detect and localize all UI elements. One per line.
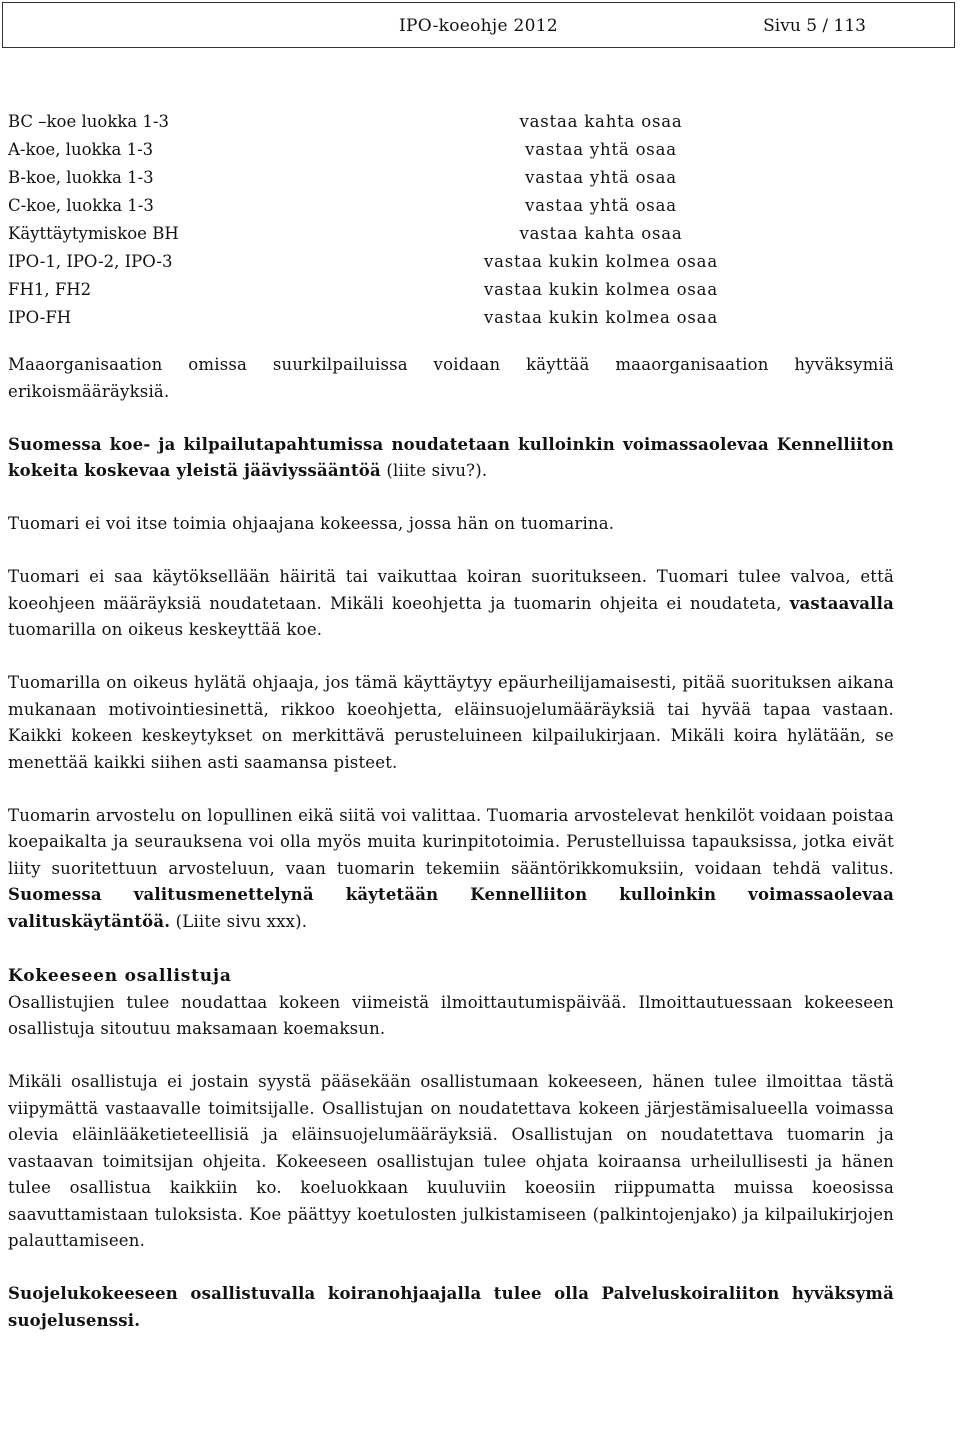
paragraph-appeals xyxy=(8,803,894,936)
class-list xyxy=(8,108,948,332)
class-row xyxy=(8,220,948,248)
page-header xyxy=(2,2,955,48)
bold-text: vastaavalla xyxy=(789,593,894,613)
page-label: Sivu 5 / 113 xyxy=(763,16,866,36)
bold-text: Suomessa koe- ja kilpailutapahtumissa noudatetaan kulloinkin voimassaolevaa Kennelliiton kokeita koskevaa yleistä jääviyssääntöä xyxy=(8,434,894,480)
class-name: BC –koe luokka 1-3 xyxy=(8,112,169,131)
class-row xyxy=(8,304,948,332)
class-count: vastaa kahta osaa xyxy=(519,224,683,243)
paragraph-registration: Osallistujien tulee noudattaa kokeen viimeistä ilmoittautumispäivää. Ilmoittautuessaan kokeeseen osallistuja sitoutuu maksamaan koemaksun. xyxy=(8,992,894,1038)
paragraph-judge-handler: Tuomari ei voi itse toimia ohjaajana kokeessa, jossa hän on tuomarina. xyxy=(8,514,615,533)
class-row xyxy=(8,108,948,136)
class-name: Käyttäytymiskoe BH xyxy=(8,224,179,243)
class-count: vastaa yhtä osaa xyxy=(525,168,677,187)
class-row xyxy=(8,276,948,304)
class-name: IPO-1, IPO-2, IPO-3 xyxy=(8,252,173,271)
paragraph-text: Tuomarin arvostelu on lopullinen eikä siitä voi valittaa. Tuomaria arvostelevat henkilöt voidaan poistaa koepaikalta ja seurauksena voi olla myös muita kurinpitotoimia. Perustelluissa tapauksissa, jotka eivät liity suoritettuun arvosteluun, vaan tuomarin tekemiin sääntörikkomuksiin, voidaan tehdä valitus. xyxy=(8,805,894,878)
document-title: IPO-koeohje 2012 xyxy=(398,16,559,36)
paragraph-text: Tuomari ei saa käytöksellään häiritä tai vaikuttaa koiran suoritukseen. Tuomari tulee valvoa, että koeohjeen määräyksiä noudatetaan. Mikäli koeohjetta ja tuomarin ohjeita ei noudateta, xyxy=(8,567,894,613)
paragraph-disqualification-rule xyxy=(8,432,894,485)
paragraph-judge-disqualify: Tuomarilla on oikeus hylätä ohjaaja, jos tämä käyttäytyy epäurheilijamaisesti, pitää suorituksen aikana mukanaan motivointiesinettä, rikkoo koeohjetta, eläinsuojelumääräyksiä tai hyvää tapaa vastaan. Kaikki kokeen keskeytykset on merkittävä perusteluineen kilpailukirjaan. Mikäli koira hylätään, se menettää kaikki siihen asti saamansa pisteet. xyxy=(8,673,894,772)
class-count: vastaa kukin kolmea osaa xyxy=(484,252,718,271)
class-name: FH1, FH2 xyxy=(8,280,92,299)
class-name: A-koe, luokka 1-3 xyxy=(8,140,154,159)
class-count: vastaa yhtä osaa xyxy=(525,196,677,215)
class-count: vastaa kukin kolmea osaa xyxy=(484,280,718,299)
paragraph-text: (liite sivu?). xyxy=(380,461,488,480)
bold-text: Suojelukokeeseen osallistuvalla koiranohjaajalla tulee olla Palveluskoiraliiton hyväksymä suojelusenssi. xyxy=(8,1284,894,1330)
class-name: IPO-FH xyxy=(8,308,72,327)
class-count: vastaa kahta osaa xyxy=(519,112,683,131)
section-heading: Kokeeseen osallistuja xyxy=(8,966,232,986)
class-count: vastaa yhtä osaa xyxy=(525,140,677,159)
paragraph-participant-duties: Mikäli osallistuja ei jostain syystä pääsekään osallistumaan kokeeseen, hänen tulee ilmoittaa tästä viipymättä vastaavalle toimitsijalle. Osallistujan on noudatettava kokeen järjestämisalueella voimassa olevia eläinlääketieteellisiä ja eläinsuojelumääräyksiä. Osallistujan on noudatettava tuomarin ja vastaavan toimitsijan ohjeita. Kokeeseen osallistujan tulee ohjata koiraansa urheilullisesti ja hänen tulee osallistua kaikkiin ko. koeluokkaan kuuluviin koeosiin riippumatta muissa koeosissa saavuttamistaan tuloksista. Koe päättyy koetulosten julkistamiseen (palkintojenjako) ja kilpailukirjojen palauttamiseen. xyxy=(8,1072,894,1250)
class-row xyxy=(8,248,948,276)
class-name: C-koe, luokka 1-3 xyxy=(8,196,154,215)
paragraph-protection-license xyxy=(8,1281,894,1334)
paragraph-text: tuomarilla on oikeus keskeyttää koe. xyxy=(8,620,323,639)
class-count: vastaa kukin kolmea osaa xyxy=(484,308,718,327)
class-row xyxy=(8,164,948,192)
document-body xyxy=(8,352,894,1334)
paragraph-judge-conduct xyxy=(8,564,894,644)
bold-text: Suomessa valitusmenettelynä käytetään Kennelliiton kulloinkin voimassaolevaa valituskäytäntöä. xyxy=(8,885,894,931)
class-row xyxy=(8,192,948,220)
paragraph-special-rules: Maaorganisaation omissa suurkilpailuissa voidaan käyttää maaorganisaation hyväksymiä erikoismääräyksiä. xyxy=(8,355,894,401)
class-name: B-koe, luokka 1-3 xyxy=(8,168,154,187)
class-row xyxy=(8,136,948,164)
page-indicator xyxy=(763,3,866,49)
paragraph-text: (Liite sivu xxx). xyxy=(170,911,308,931)
